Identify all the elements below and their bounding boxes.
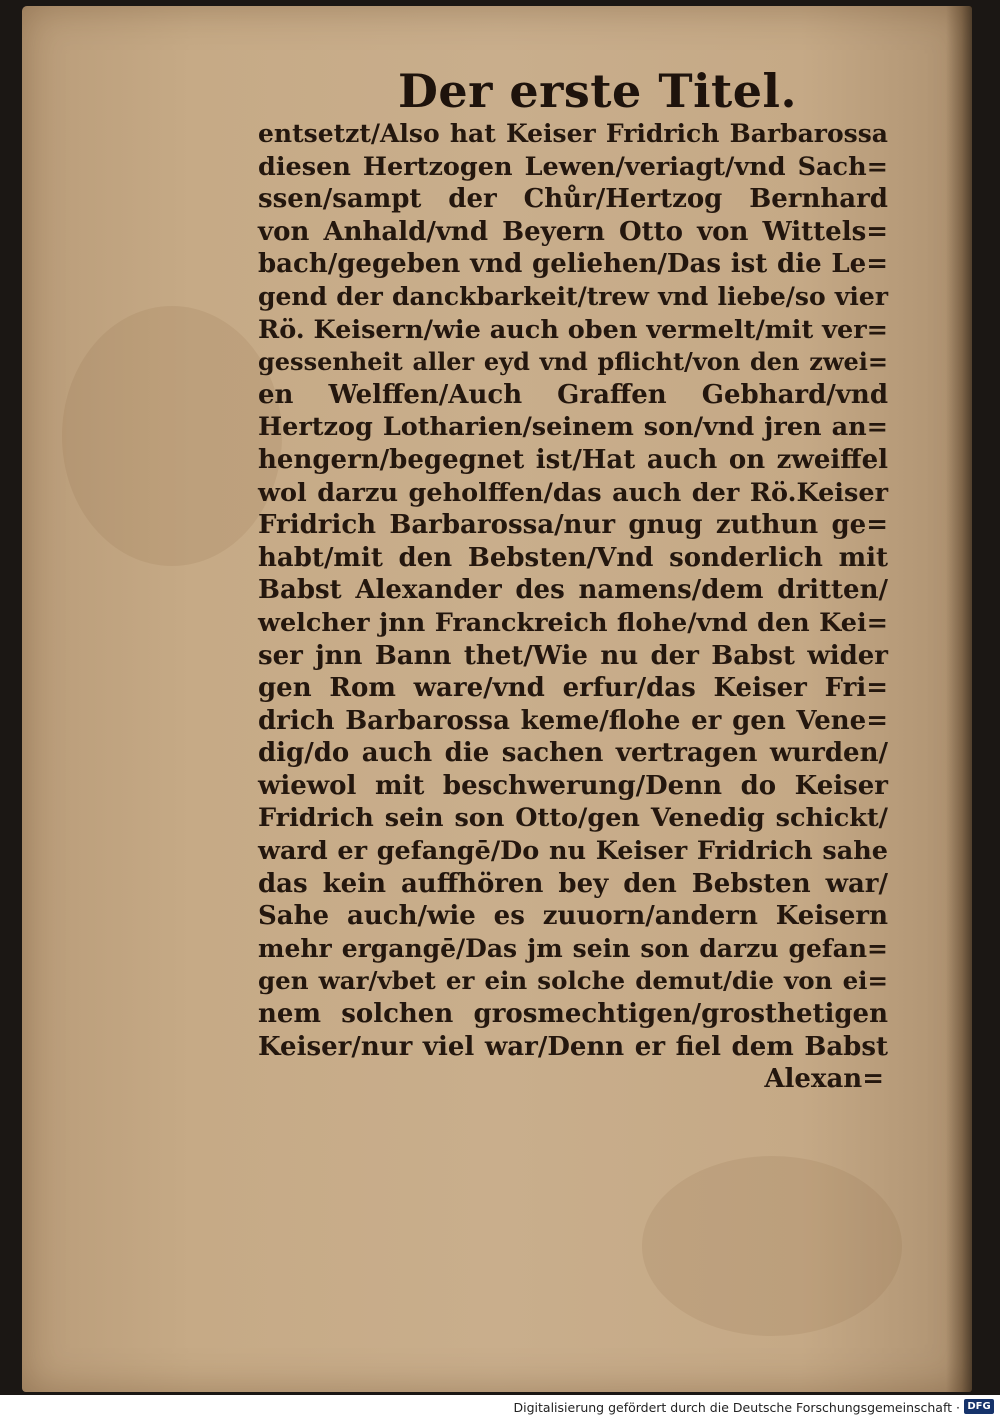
text-line: ward er gefangē/Do nu Keiser Fridrich sahe [258, 836, 888, 867]
page-heading: Der erste Titel. [398, 64, 798, 118]
text-line: nem solchen grosmechtigen/grosthetigen [258, 999, 888, 1030]
text-line: drich Barbarossa keme/flohe er gen Vene= [258, 705, 888, 736]
text-line: gessenheit aller eyd vnd pflicht/von den zwei= [258, 347, 888, 377]
text-line: wol darzu geholffen/das auch der Rö.Keiser [258, 477, 888, 508]
text-line: wiewol mit beschwerung/Denn do Keiser [258, 770, 888, 801]
text-line: gen war/vbet er ein solche demut/die von ei= [258, 966, 888, 996]
footer-bar [0, 1395, 1000, 1420]
paper-stain [642, 1156, 902, 1336]
text-line: ssen/sampt der Chůr/Hertzog Bernhard [258, 184, 888, 215]
text-line: ser jnn Bann thet/Wie nu der Babst wider [258, 640, 888, 671]
text-line: das kein auffhören bey den Bebsten war/ [258, 868, 888, 899]
text-line: gend der danckbarkeit/trew vnd liebe/so vier [258, 281, 888, 311]
text-line: hengern/begegnet ist/Hat auch on zweiffel [258, 444, 888, 475]
text-line: habt/mit den Bebsten/Vnd sonderlich mit [258, 542, 888, 573]
paper-stain [62, 306, 282, 566]
text-line: dig/do auch die sachen vertragen wurden/ [258, 738, 888, 769]
text-line: Keiser/nur viel war/Denn er fiel dem Babst [258, 1031, 888, 1062]
text-line: entsetzt/Also hat Keiser Fridrich Barbarossa [258, 119, 888, 148]
footer-credit: Digitalisierung gefördert durch die Deutsche Forschungsgemeinschaft · [513, 1400, 960, 1415]
text-line: diesen Hertzogen Lewen/veriagt/vnd Sach= [258, 151, 888, 182]
text-line: von Anhald/vnd Beyern Otto von Wittels= [258, 216, 888, 247]
text-line: Sahe auch/wie es zuuorn/andern Keisern [258, 901, 888, 932]
text-line: mehr ergangē/Das jm sein son darzu gefan= [258, 933, 888, 963]
dfg-logo: DFG [964, 1399, 994, 1414]
text-line: Babst Alexander des namens/dem dritten/ [258, 575, 888, 606]
catchword: Alexan= [764, 1064, 884, 1095]
text-line: en Welffen/Auch Graffen Gebhard/vnd [258, 379, 888, 410]
text-line: gen Rom ware/vnd erfur/das Keiser Fri= [258, 673, 888, 704]
text-block [258, 118, 888, 1096]
text-line: Hertzog Lotharien/seinem son/vnd jren an= [258, 412, 888, 443]
text-line: Fridrich sein son Otto/gen Venedig schickt/ [258, 803, 888, 834]
page-gutter-shadow [946, 6, 972, 1392]
text-line: bach/gegeben vnd geliehen/Das ist die Le= [258, 249, 888, 280]
text-line: Fridrich Barbarossa/nur gnug zuthun ge= [258, 510, 888, 541]
text-line: Rö. Keisern/wie auch oben vermelt/mit ver= [258, 314, 888, 345]
text-line: welcher jnn Franckreich flohe/vnd den Kei= [258, 607, 888, 638]
